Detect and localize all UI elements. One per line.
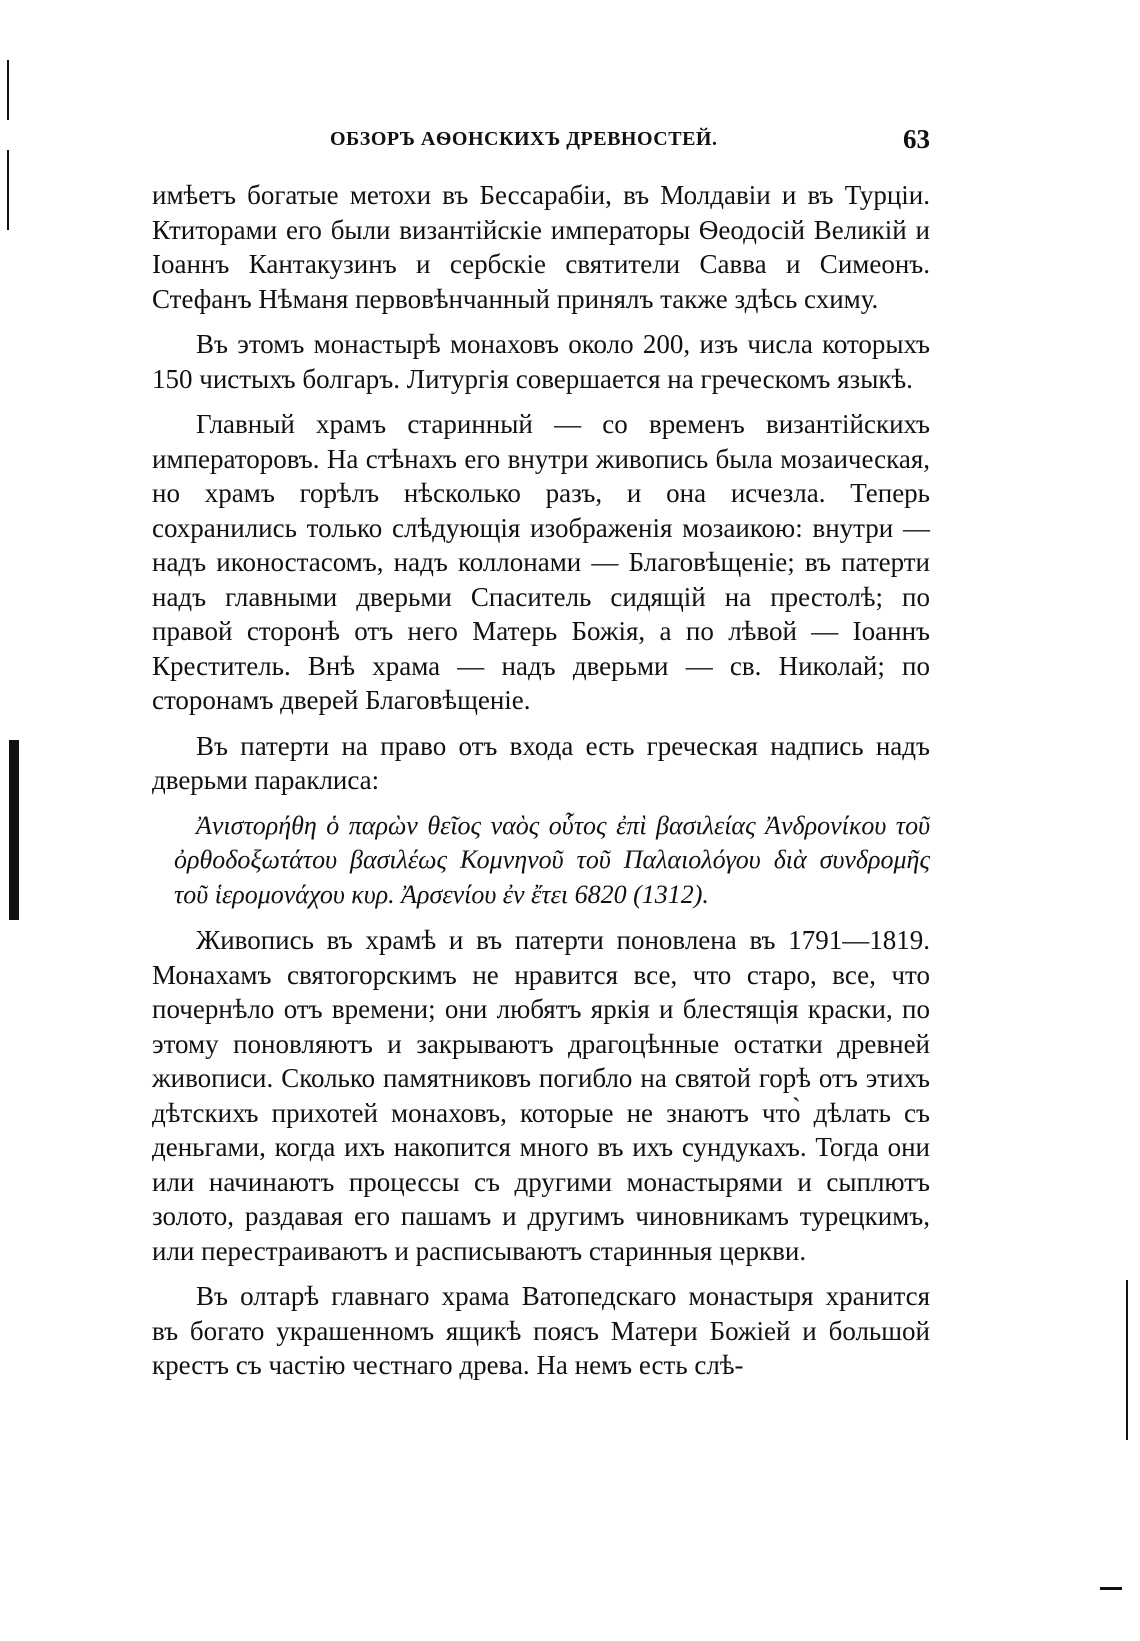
running-title: ОБЗОРЪ АѲОНСКИХЪ ДРЕВНОСТЕЙ. <box>330 128 718 150</box>
scan-edge-mark <box>9 740 19 920</box>
greek-inscription: Ἀνιστορήθη ὁ παρὼν θεῖος ναὸς οὗτος ἐπὶ βασιλείας Ἀνδρονίκου τοῦ ὀρθοδοξωτάτου βασιλέως Κομνηνοῦ τοῦ Παλαιολόγου διὰ συνδρομῆς τοῦ ἱερομονάχου κυρ. Ἀρσενίου ἐν ἔτει 6820 (1312). <box>174 810 930 909</box>
scan-edge-mark <box>7 60 9 120</box>
paragraph-6: Въ олтарѣ главнаго храма Ватопедскаго монастыря хранится въ богато украшенномъ ящикѣ поясъ Матери Божіей и большой крестъ съ частію честнаго древа. На немъ есть слѣ- <box>152 1281 930 1380</box>
page-number: 63 <box>903 124 930 154</box>
paragraph-2: Въ этомъ монастырѣ монаховъ около 200, изъ числа которыхъ 150 чистыхъ болгаръ. Литургія совершается на греческомъ языкѣ. <box>152 329 930 394</box>
paragraph-1: имѣетъ богатые метохи въ Бессарабіи, въ Молдавіи и въ Турціи. Ктиторами его были византійскіе императоры Ѳеодосій Великій и Іоаннъ Кантакузинъ и сербскіе святители Савва и Симеонъ. Стефанъ Нѣманя первовѣнчанный принялъ также здѣсь схиму. <box>152 180 930 314</box>
scan-edge-mark <box>7 150 9 230</box>
scan-edge-mark <box>1126 1280 1128 1440</box>
paragraph-4: Въ патерти на право отъ входа есть греческая надпись надъ дверьми параклиса: <box>152 730 930 795</box>
page-header <box>330 124 930 160</box>
body-text <box>152 178 930 1394</box>
paragraph-3: Главный храмъ старинный — со временъ византійскихъ императоровъ. На стѣнахъ его внутри живопись была мозаическая, но храмъ горѣлъ нѣсколько разъ, и она исчезла. Теперь сохранились только слѣдующія изображенія мозаикою: внутри — надъ иконостасомъ, надъ коллонами — Благовѣщеніе; въ патерти надъ главными дверьми Спаситель сидящій на престолѣ; по правой сторонѣ отъ него Матерь Божія, а по лѣвой — Іоаннъ Креститель. Внѣ храма — надъ дверьми — св. Николай; по сторонамъ дверей Благовѣщеніе. <box>152 409 930 715</box>
paragraph-5: Живопись въ храмѣ и въ патерти поновлена въ 1791—1819. Монахамъ святогорскимъ не нравится все, что старо, все, что почернѣло отъ времени; они любятъ яркія и блестящія краски, по этому поновляютъ и закрываютъ драгоцѣнные остатки древней живописи. Сколько памятниковъ погибло на святой горѣ отъ этихъ дѣтскихъ прихотей монаховъ, которые не знаютъ что̀ дѣлать съ деньгами, когда ихъ накопится много въ ихъ сундукахъ. Тогда они или начинаютъ процессы съ другими монастырями и сыплютъ золото, раздавая его пашамъ и другимъ чиновникамъ турецкимъ, или перестраиваютъ и расписываютъ старинныя церкви. <box>152 925 930 1266</box>
scan-edge-mark <box>1100 1587 1122 1590</box>
